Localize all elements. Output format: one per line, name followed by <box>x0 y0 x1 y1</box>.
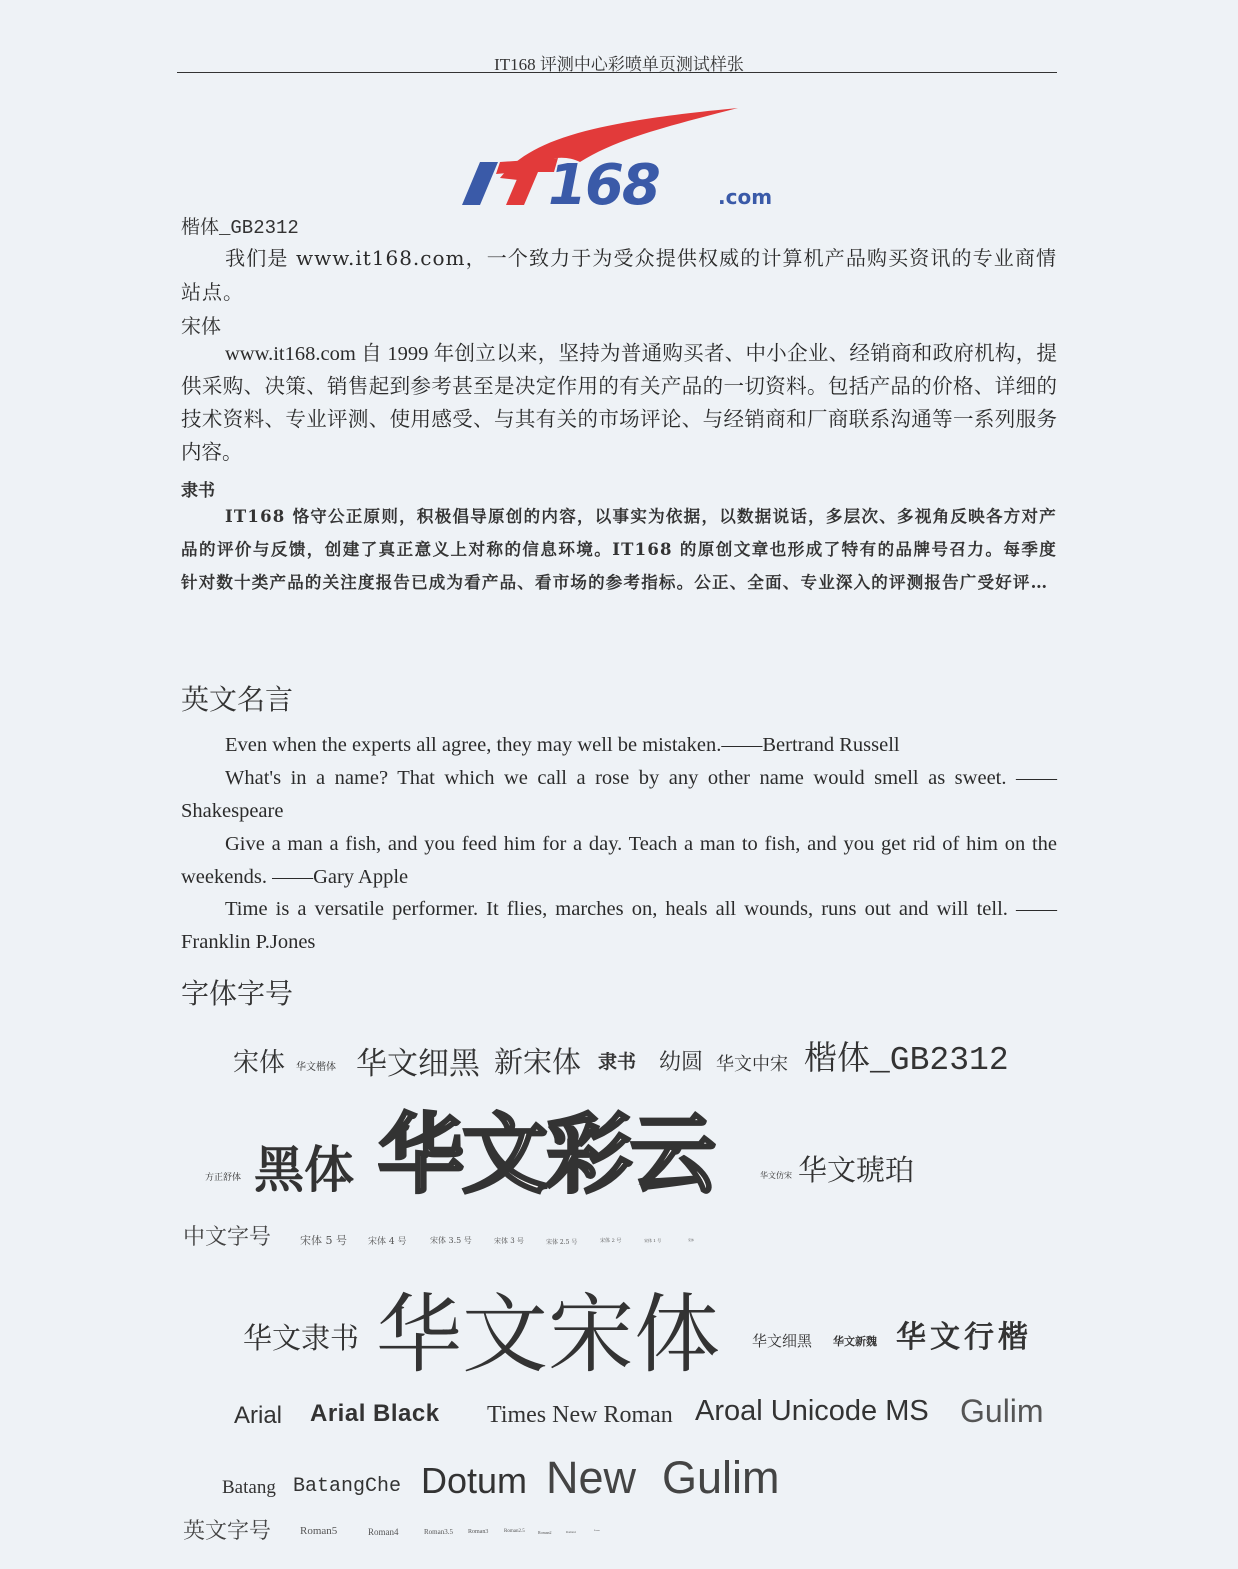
quote-4 <box>181 893 1057 959</box>
quote-text: Time is a versatile performer. It flies, marches on, heals all wounds, runs out and will tell. ——Franklin P.Jones <box>181 898 1057 953</box>
header-divider <box>177 72 1057 73</box>
cn-size-item: 宋体 2 号 <box>600 1238 622 1244</box>
li-text: IT168 恪守公正原则，积极倡导原创的内容，以事实为依据，以数据说话，多层次、多视角反映各方对产品的评价与反馈，创建了真正意义上对称的信息环境。IT168 的原创文章也形成了特有的品牌号召力。每季度针对数十类产品的关注度报告已成为看产品、看市场的参考指标。公正、全面、专业深入的评测报告广受好评… <box>181 507 1057 592</box>
kai-label: 楷体_GB2312 <box>181 217 299 239</box>
font-sample-arial-black: Arial Black <box>310 1400 440 1427</box>
cn-size-item: 宋体 <box>688 1238 695 1242</box>
it168-logo <box>440 100 800 220</box>
li-paragraph <box>181 500 1057 599</box>
cn-size-item: 宋体 2.5 号 <box>546 1239 578 1246</box>
font-sample-huawen-caiyun <box>378 1100 738 1200</box>
caiyun-outline-text <box>378 1100 738 1200</box>
quote-text: What's in a name? That which we call a rose by any other name would smell as sweet. ——Shakespeare <box>181 767 1057 822</box>
en-size-label: 英文字号 <box>183 1519 272 1544</box>
font-sample-huawen-xihei: 华文细黑 <box>356 1046 480 1081</box>
font-sample-arial: Arial <box>234 1402 283 1429</box>
font-sample-huawen-xingkai: 华文行楷 <box>896 1320 1032 1355</box>
quote-1 <box>181 729 1057 762</box>
svg-text:168: 168 <box>548 153 659 218</box>
en-size-item: Roman3 <box>468 1529 489 1535</box>
kai-text: 我们是 www.it168.com，一个致力于为受众提供权威的计算机产品购买资讯的专业商情站点。 <box>181 246 1057 304</box>
cn-size-label: 中文字号 <box>183 1225 272 1250</box>
li-label: 隶书 <box>181 481 215 501</box>
font-sample-xinsongti: 新宋体 <box>494 1045 582 1079</box>
cn-size-item: 宋体 5 号 <box>300 1234 347 1247</box>
en-size-item: Roman <box>594 1530 600 1532</box>
en-size-item: Roman3.5 <box>424 1528 453 1536</box>
font-sample-new: New <box>546 1452 637 1503</box>
cn-size-item: 宋体 4 号 <box>368 1237 407 1247</box>
font-sample-huawen-lishu: 华文隶书 <box>243 1321 360 1355</box>
quote-text: Give a man a fish, and you feed him for a day. Teach a man to fish, and you get rid of him on the weekends. ——Gary Apple <box>181 833 1057 888</box>
en-size-item: Roman4 <box>368 1527 399 1537</box>
en-size-item: Roman5 <box>300 1525 338 1537</box>
font-sample-lishu: 隶书 <box>598 1051 637 1073</box>
font-sample-huawen-hupo: 华文琥珀 <box>798 1153 915 1187</box>
font-sample-fangzheng-shuti: 方正舒体 <box>205 1173 242 1183</box>
cn-size-item: 宋体 3 号 <box>494 1237 524 1245</box>
font-sample-batang: Batang <box>222 1477 276 1498</box>
svg-text:.com: .com <box>718 185 773 209</box>
it168-logo-graphic <box>440 100 800 220</box>
fonts-heading: 字体字号 <box>181 977 294 1010</box>
font-sample-dotum: Dotum <box>421 1460 528 1501</box>
font-sample-kaiti-gb2312: 楷体_GB2312 <box>804 1042 1009 1079</box>
en-size-item: Roman1 <box>566 1530 577 1534</box>
kai-paragraph <box>181 241 1057 309</box>
song-label: 宋体 <box>181 314 221 338</box>
font-sample-huawen-xihei-small: 华文细黑 <box>752 1333 813 1350</box>
font-sample-arial-unicode: Aroal Unicode MS <box>695 1395 929 1427</box>
font-sample-youyuan: 幼圆 <box>659 1049 704 1074</box>
font-sample-huawen-fangsong: 华文仿宋 <box>760 1171 792 1180</box>
song-text: www.it168.com 自 1999 年创立以来，坚持为普通购买者、中小企业、经销商和政府机构，提供采购、决策、销售起到参考甚至是决定作用的有关产品的一切资料。包括产品的价格、详细的技术资料、专业评测、使用感受、与其有关的市场评论、与经销商和厂商联系沟通等一系列服务内容。 <box>181 343 1057 464</box>
font-sample-heiti: 黑体 <box>254 1142 354 1198</box>
caiyun-text: 华文彩云 <box>378 1105 714 1200</box>
en-size-item: Roman2.5 <box>504 1529 525 1534</box>
font-sample-times-new-roman: Times New Roman <box>487 1402 673 1428</box>
quote-2 <box>181 762 1057 828</box>
song-paragraph <box>181 338 1057 470</box>
font-sample-huawen-zhongsong: 华文中宋 <box>716 1054 788 1075</box>
font-sample-huawen-xinwei: 华文新魏 <box>833 1335 877 1348</box>
cn-size-item: 宋体 3.5 号 <box>430 1236 472 1245</box>
cn-size-item: 宋体 1 号 <box>644 1238 662 1243</box>
quote-text: Even when the experts all agree, they may well be mistaken.——Bertrand Russell <box>225 734 900 756</box>
quote-3 <box>181 828 1057 894</box>
font-sample-songti: 宋体 <box>233 1048 286 1078</box>
quotes-heading: 英文名言 <box>181 683 294 716</box>
en-size-item: Roman2 <box>538 1530 552 1535</box>
font-sample-huawen-songti: 华文宋体 <box>376 1285 720 1385</box>
font-sample-gulim: Gulim <box>960 1393 1044 1429</box>
font-sample-batangche: BatangChe <box>293 1475 402 1498</box>
page-header-title: IT168 评测中心彩喷单页测试样张 <box>494 55 744 74</box>
font-sample-huawen-kaiti: 华文楷体 <box>296 1062 336 1073</box>
font-sample-gulim-large: Gulim <box>662 1452 780 1503</box>
